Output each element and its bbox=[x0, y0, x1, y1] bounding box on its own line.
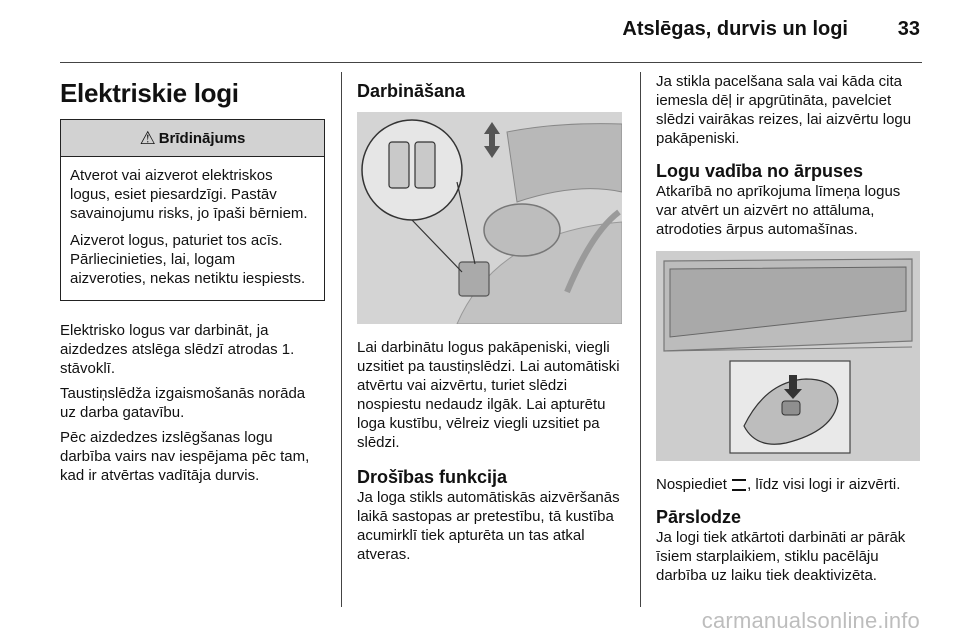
page-number: 33 bbox=[897, 18, 920, 40]
column-1 bbox=[60, 72, 325, 491]
safety-paragraph: Ja loga stikls automātiskās aizvēršanās laikā sastopas ar pretestību, tā kustība acumirklī tiek apturēta un tas atkal atveras. bbox=[357, 489, 620, 563]
watermark: carmanualsonline.info bbox=[701, 608, 920, 633]
warning-heading: Brīdinājums bbox=[158, 129, 246, 147]
remote-key-drawing bbox=[656, 251, 920, 461]
col3-intro-paragraph: Ja stikla pacelšana sala vai kāda cita iemesla dēļ ir apgrūtināta, pavelciet slēdzi vairākas reizes, lai aizvērtu logu pakāpeniski. bbox=[656, 73, 912, 147]
body-paragraph: Pēc aizdedzes izslēgšanas logu darbība vairs nav iespējama pēc tam, kad ir atvērtas vadītāja durvis. bbox=[60, 429, 310, 484]
body-paragraph: Elektrisko logus var darbināt, ja aizdedzes atslēga slēdzī atrodas 1. stāvoklī. bbox=[60, 322, 295, 377]
press-text-before: Nospiediet bbox=[656, 476, 727, 493]
warning-header bbox=[61, 120, 324, 157]
section-title: Elektriskie logi bbox=[60, 78, 239, 108]
remote-title: Logu vadība no ārpuses bbox=[656, 161, 864, 181]
running-header-title: Atslēgas, durvis un logi bbox=[622, 18, 848, 40]
window-switch-drawing bbox=[357, 112, 622, 324]
remote-key-illustration bbox=[656, 251, 920, 461]
operation-paragraph: Lai darbinātu logus pakāpeniski, viegli uzsitiet pa taustiņslēdzi. Lai automātiski atvērtu vai aizvērtu, turiet slēdzi nospiestu nedaudz ilgāk. Lai apturētu loga kustību, vēlreiz viegli uzsitiet pa slēdzi. bbox=[357, 339, 620, 451]
column-3 bbox=[656, 72, 922, 591]
warning-triangle-icon: ⚠ bbox=[139, 127, 156, 148]
overload-paragraph: Ja logi tiek atkārtoti darbināti ar pārāk īsiem starplaikiem, stiklu pacēlāju darbība uz laiku tiek deaktivizēta. bbox=[656, 529, 906, 584]
remote-press-instruction bbox=[656, 475, 922, 494]
operation-title: Darbināšana bbox=[357, 81, 466, 101]
warning-body bbox=[61, 157, 324, 300]
press-text-after: , līdz visi logi ir aizvērti. bbox=[747, 476, 901, 493]
remote-paragraph: Atkarībā no aprīkojuma līmeņa logus var atvērt un aizvērt no attāluma, atrodoties ārpus automašīnas. bbox=[656, 183, 901, 238]
body-paragraph: Taustiņslēdža izgaismošanās norāda uz darba gatavību. bbox=[60, 385, 306, 421]
column-2 bbox=[357, 72, 623, 570]
warning-box bbox=[60, 119, 325, 301]
warning-paragraph: Aizverot logus, paturiet tos acīs. Pārliecinieties, lai, logam aizveroties, nekas netiktu iespiests. bbox=[70, 232, 306, 287]
header-rule bbox=[60, 62, 922, 63]
column-divider-1 bbox=[341, 72, 342, 607]
safety-title: Drošības funkcija bbox=[357, 467, 508, 487]
window-switch-illustration bbox=[357, 112, 622, 324]
warning-paragraph: Atverot vai aizverot elektriskos logus, esiet piesardzīgi. Pastāv savainojumu risks, jo īpaši bērniem. bbox=[70, 167, 308, 222]
overload-title: Pārslodze bbox=[656, 507, 742, 527]
close-windows-button-icon bbox=[732, 479, 746, 491]
column-divider-2 bbox=[640, 72, 641, 607]
